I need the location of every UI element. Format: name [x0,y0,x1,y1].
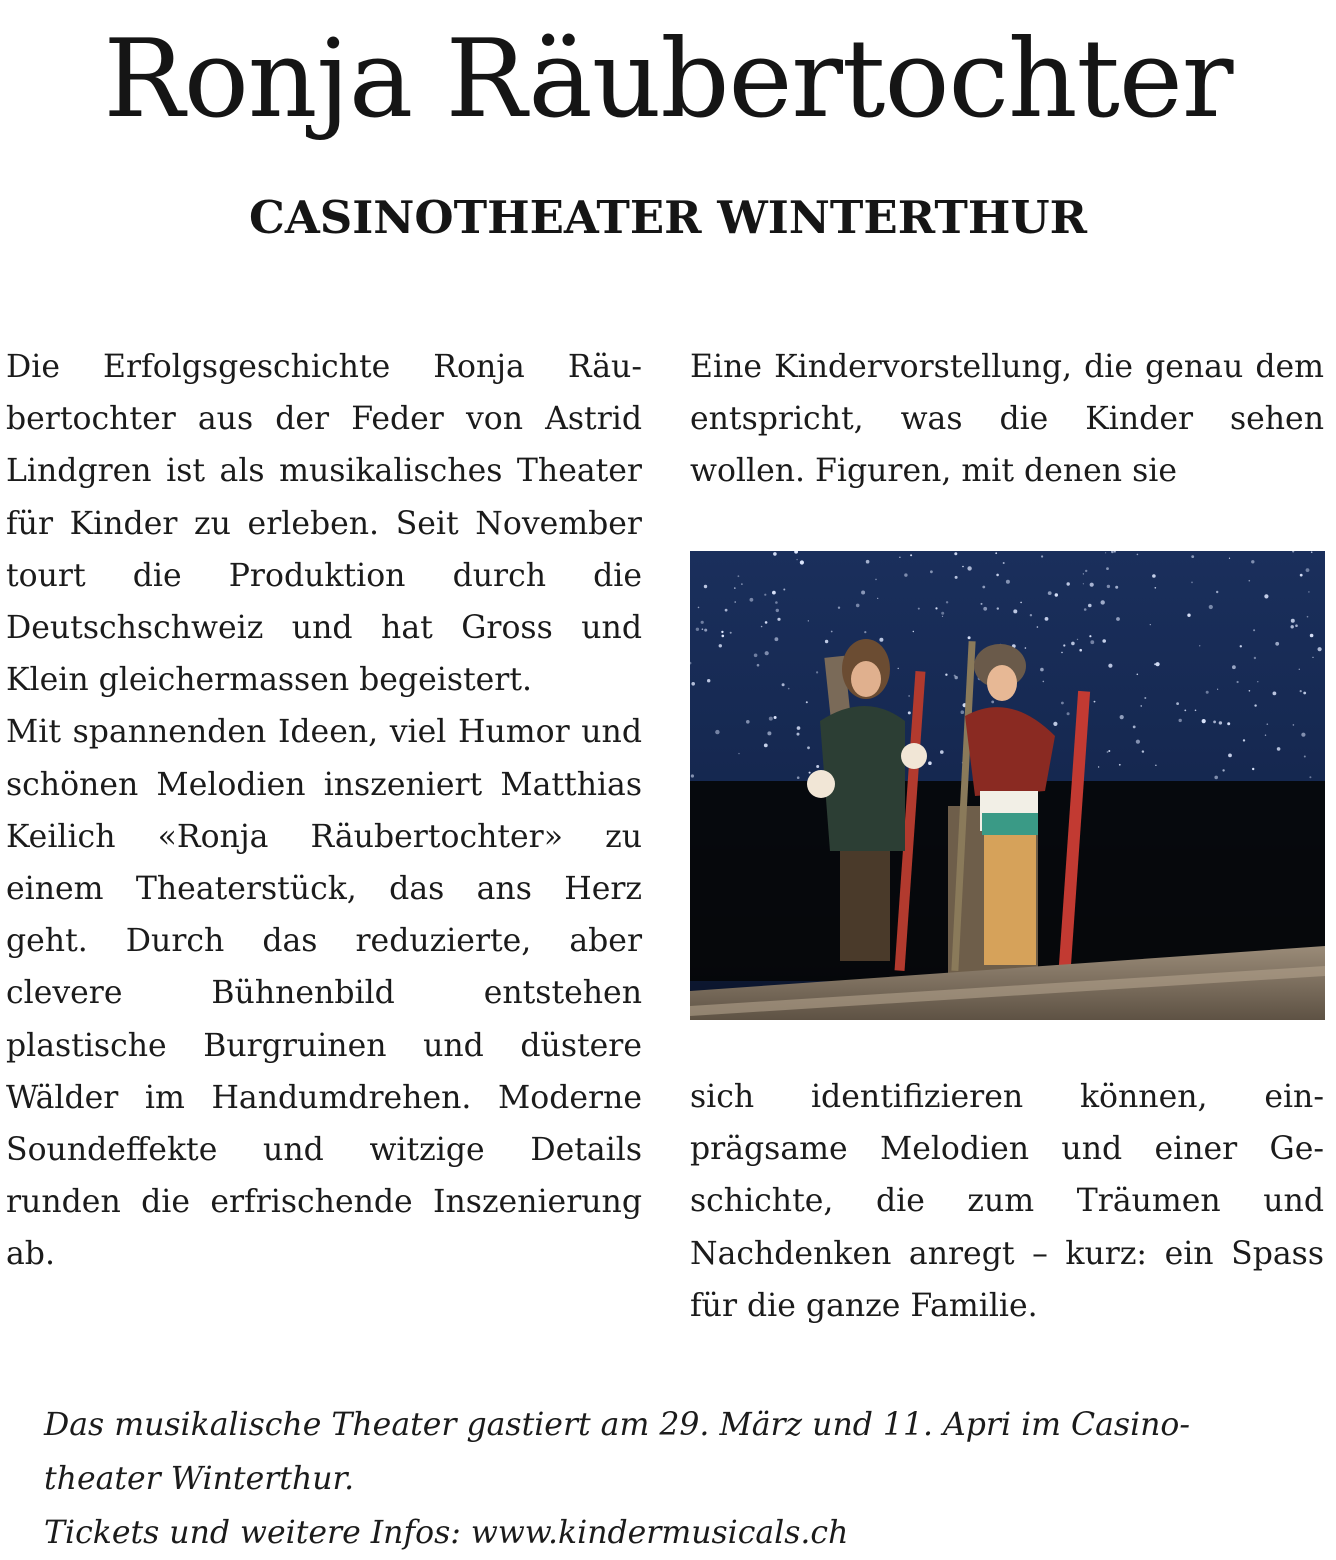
event-info [44,1398,1284,1560]
event-dates: Das musikalische Theater gastiert am 29. März und 11. Apri im Casinotheater Winterthur. [44,1407,1191,1497]
right-column-bottom [690,1071,1324,1332]
article-subtitle: CASINOTHEATER WINTERTHUR [249,191,1087,244]
article-title: Ronja Räubertochter [103,17,1233,142]
stage-photo [690,551,1325,1020]
ticket-info: Tickets und weitere Infos: www.kindermusicals.ch [44,1515,849,1551]
left-column [6,341,642,1281]
body-paragraph: Eine Kindervorstellung, die genau dem entspricht, was die Kinder sehen wollen. Figuren, mit denen sie [690,349,1324,490]
right-column-top [690,341,1324,498]
body-paragraph: Die Erfolgsgeschichte Ronja Räubertochter aus der Feder von Astrid Lindgren ist als musikalisches Theater für Kinder zu erleben. Seit November tourt die Produktion durch die Deutschschweiz und hat Gross und Klein gleichermassen begeistert. [6,349,642,699]
body-paragraph: Mit spannenden Ideen, viel Humor und schönen Melodien inszeniert Matthias Keilich «Ronja Räubertochter» zu einem Theaterstück, das ans Herz geht. Durch das reduzierte, aber clevere Bühnenbild entstehen plastische Burgruinen und düstere Wälder im Handumdrehen. Moderne Soundeffekte und witzige Details runden die erfrischende Inszenierung ab. [6,714,642,1273]
body-paragraph: sich identifizieren können, einprägsame Melodien und einer Geschichte, die zum Träumen und Nachdenken anregt – kurz: ein Spass für die ganze Familie. [690,1079,1324,1324]
